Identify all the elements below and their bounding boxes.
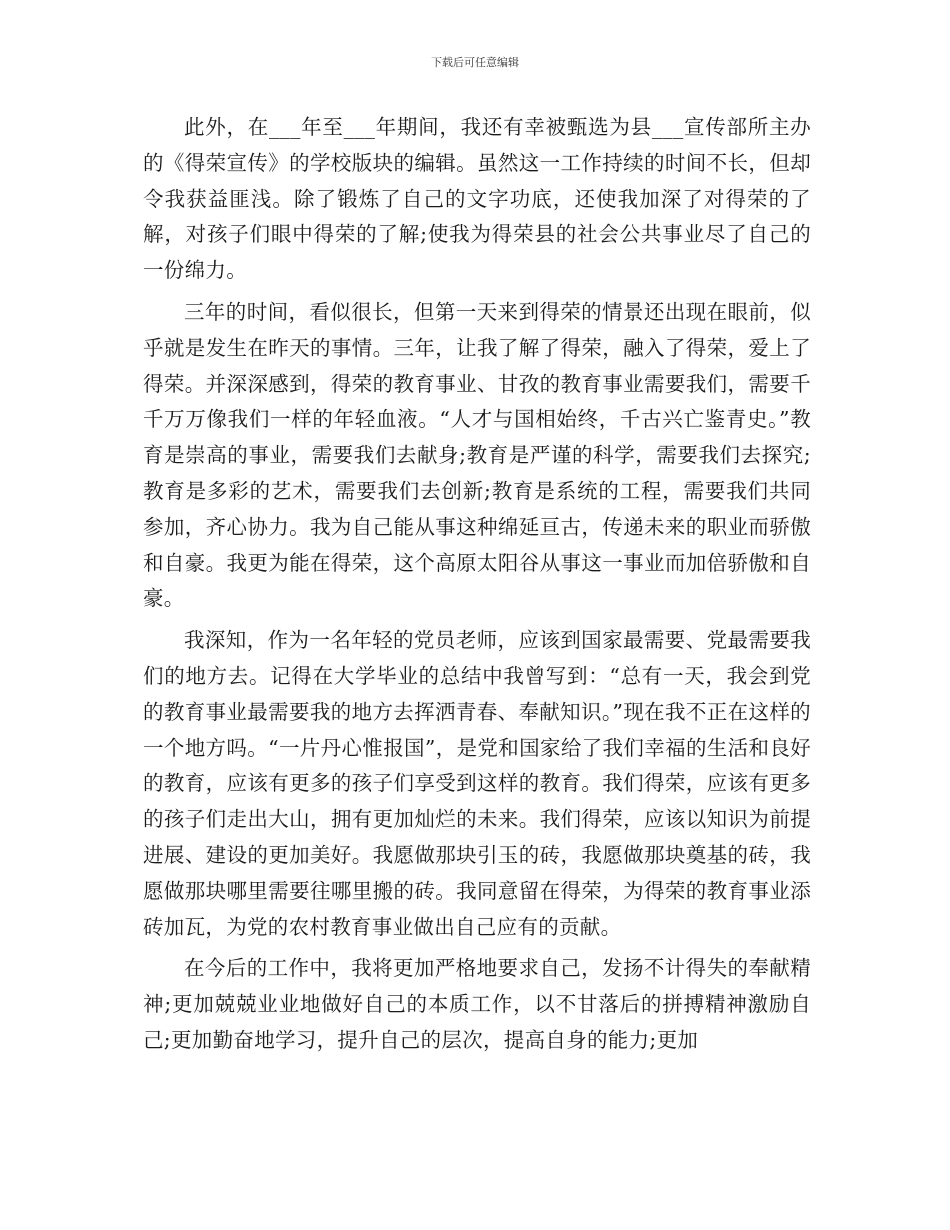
paragraph-4: 在今后的工作中，我将更加严格地要求自己，发扬不计得失的奉献精神;更加兢兢业业地做好自己的本质工作，以不甘落后的拼搏精神激励自己;更加勤奋地学习，提升自己的层次，提高自身的能力;更加	[143, 956, 811, 1052]
paragraph-2: 三年的时间，看似很长，但第一天来到得荣的情景还出现在眼前，似乎就是发生在昨天的事情。三年，让我了解了得荣，融入了得荣，爱上了得荣。并深深感到，得荣的教育事业、甘孜的教育事业需要我们，需要千千万万像我们一样的年轻血液。“人才与国相始终，千古兴亡鉴青史。”教育是崇高的事业，需要我们去献身;教育是严谨的科学，需要我们去探究;教育是多彩的艺术，需要我们去创新;教育是系统的工程，需要我们共同参加，齐心协力。我为自己能从事这种绵延亘古，传递未来的职业而骄傲和自豪。我更为能在得荣，这个高原太阳谷从事这一事业而加倍骄傲和自豪。	[143, 299, 811, 611]
document-body	[143, 110, 811, 1065]
paragraph-3: 我深知，作为一名年轻的党员老师，应该到国家最需要、党最需要我们的地方去。记得在大学毕业的总结中我曾写到：“总有一天，我会到党的教育事业最需要我的地方去挥洒青春、奉献知识。”现在我不正在这样的一个地方吗。“一片丹心惟报国”，是党和国家给了我们幸福的生活和良好的教育，应该有更多的孩子们享受到这样的教育。我们得荣，应该有更多的孩子们走出大山，拥有更加灿烂的未来。我们得荣，应该以知识为前提进展、建设的更加美好。我愿做那块引玉的砖，我愿做那块奠基的砖，我愿做那块哪里需要往哪里搬的砖。我同意留在得荣，为得荣的教育事业添砖加瓦，为党的农村教育事业做出自己应有的贡献。	[143, 628, 811, 939]
paragraph-1: 此外，在___年至___年期间，我还有幸被甄选为县___宣传部所主办的《得荣宣传》的学校版块的编辑。虽然这一工作持续的时间不长，但却令我获益匪浅。除了锻炼了自己的文字功底，还使我加深了对得荣的了解，对孩子们眼中得荣的了解;使我为得荣县的社会公共事业尽了自己的一份绵力。	[143, 115, 811, 283]
page-header: 下载后可任意编辑	[431, 56, 519, 69]
